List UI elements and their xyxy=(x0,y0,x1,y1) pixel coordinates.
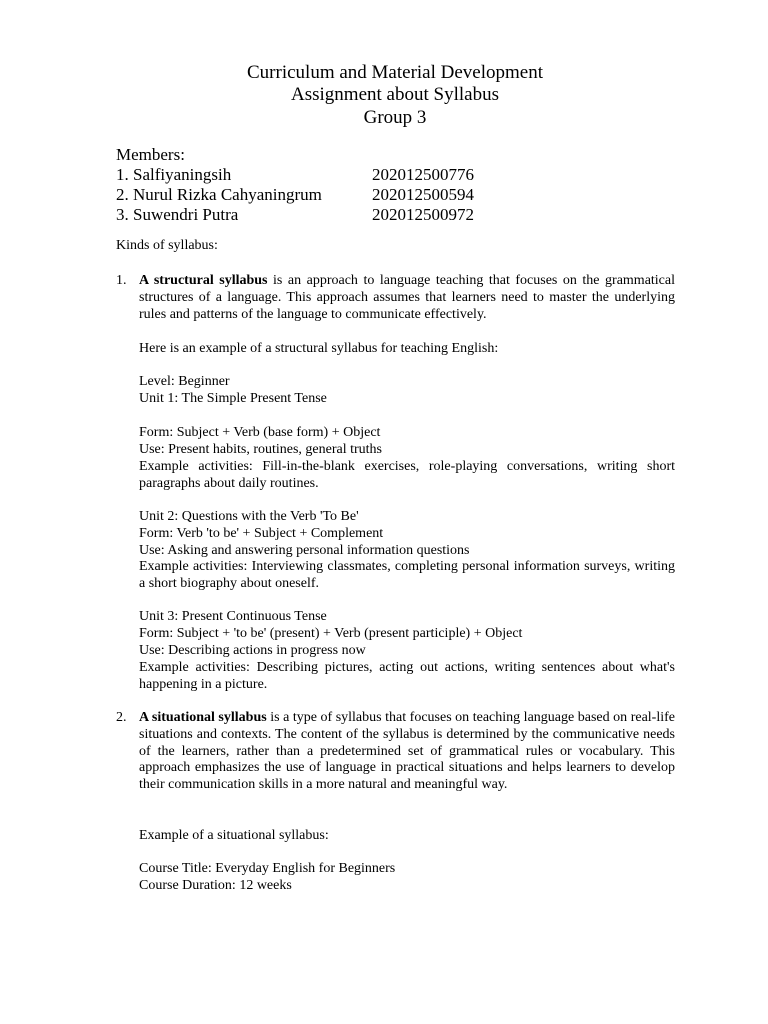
list-number: 1. xyxy=(116,273,127,288)
unit-form: Form: Subject + Verb (base form) + Object xyxy=(139,425,381,440)
unit-form: Form: Subject + 'to be' (present) + Verb (present participle) + Object xyxy=(139,626,523,641)
unit-activities: Example activities: Interviewing classmates, completing personal information surveys, writing a short biography about oneself. xyxy=(139,559,675,591)
definition-text: is an approach to language teaching that focuses on the grammatical structures of a language. This approach assumes that learners need to master the underlying rules and patterns of the language to communicate effectively. xyxy=(139,273,675,322)
unit-use: Use: Describing actions in progress now xyxy=(139,643,366,658)
level-line: Level: Beginner xyxy=(139,374,230,389)
member-id: 202012500776 xyxy=(372,165,474,184)
unit-title: Unit 1: The Simple Present Tense xyxy=(139,391,327,406)
course-title: Course Title: Everyday English for Beginners xyxy=(139,861,396,876)
members-label: Members: xyxy=(116,145,185,164)
kinds-of-syllabus-label: Kinds of syllabus: xyxy=(116,238,218,253)
member-row xyxy=(116,185,616,205)
unit-form: Form: Verb 'to be' + Subject + Complement xyxy=(139,526,384,541)
unit-use: Use: Present habits, routines, general truths xyxy=(139,442,383,457)
document-subtitle: Assignment about Syllabus xyxy=(291,84,499,105)
list-number: 2. xyxy=(116,710,127,725)
member-name: 2. Nurul Rizka Cahyaningrum xyxy=(116,185,322,204)
member-row xyxy=(116,165,616,185)
unit-title: Unit 3: Present Continuous Tense xyxy=(139,609,327,624)
members-block xyxy=(116,145,616,225)
situational-syllabus-definition xyxy=(139,710,675,794)
member-name: 3. Suwendri Putra xyxy=(116,205,239,224)
course-duration: Course Duration: 12 weeks xyxy=(139,878,292,893)
definition-text: is a type of syllabus that focuses on teaching language based on real-life situations and contexts. The content of the syllabus is determined by the communicative needs of the learners, rather than a predetermined set of grammatical rules or vocabulary. This approach emphasizes the use of language in practical situations and helps learners to develop their communication skills in a more natural and meaningful way. xyxy=(139,710,676,793)
member-row xyxy=(116,205,616,225)
group-label: Group 3 xyxy=(363,107,427,128)
member-id: 202012500972 xyxy=(372,205,474,224)
term-situational-syllabus: A situational syllabus xyxy=(139,710,267,725)
unit-use: Use: Asking and answering personal information questions xyxy=(139,543,470,558)
document-title: Curriculum and Material Development xyxy=(247,62,543,83)
example-intro: Example of a situational syllabus: xyxy=(139,828,329,843)
unit-activities: Example activities: Fill-in-the-blank exercises, role-playing conversations, writing short paragraphs about daily routines. xyxy=(139,459,675,491)
term-structural-syllabus: A structural syllabus xyxy=(139,273,268,288)
member-id: 202012500594 xyxy=(372,185,474,204)
example-intro: Here is an example of a structural syllabus for teaching English: xyxy=(139,341,499,356)
member-name: 1. Salfiyaningsih xyxy=(116,165,232,184)
unit-activities: Example activities: Describing pictures, acting out actions, writing sentences about what's happening in a picture. xyxy=(139,660,675,692)
structural-syllabus-definition xyxy=(139,273,675,323)
unit-title: Unit 2: Questions with the Verb 'To Be' xyxy=(139,509,359,524)
